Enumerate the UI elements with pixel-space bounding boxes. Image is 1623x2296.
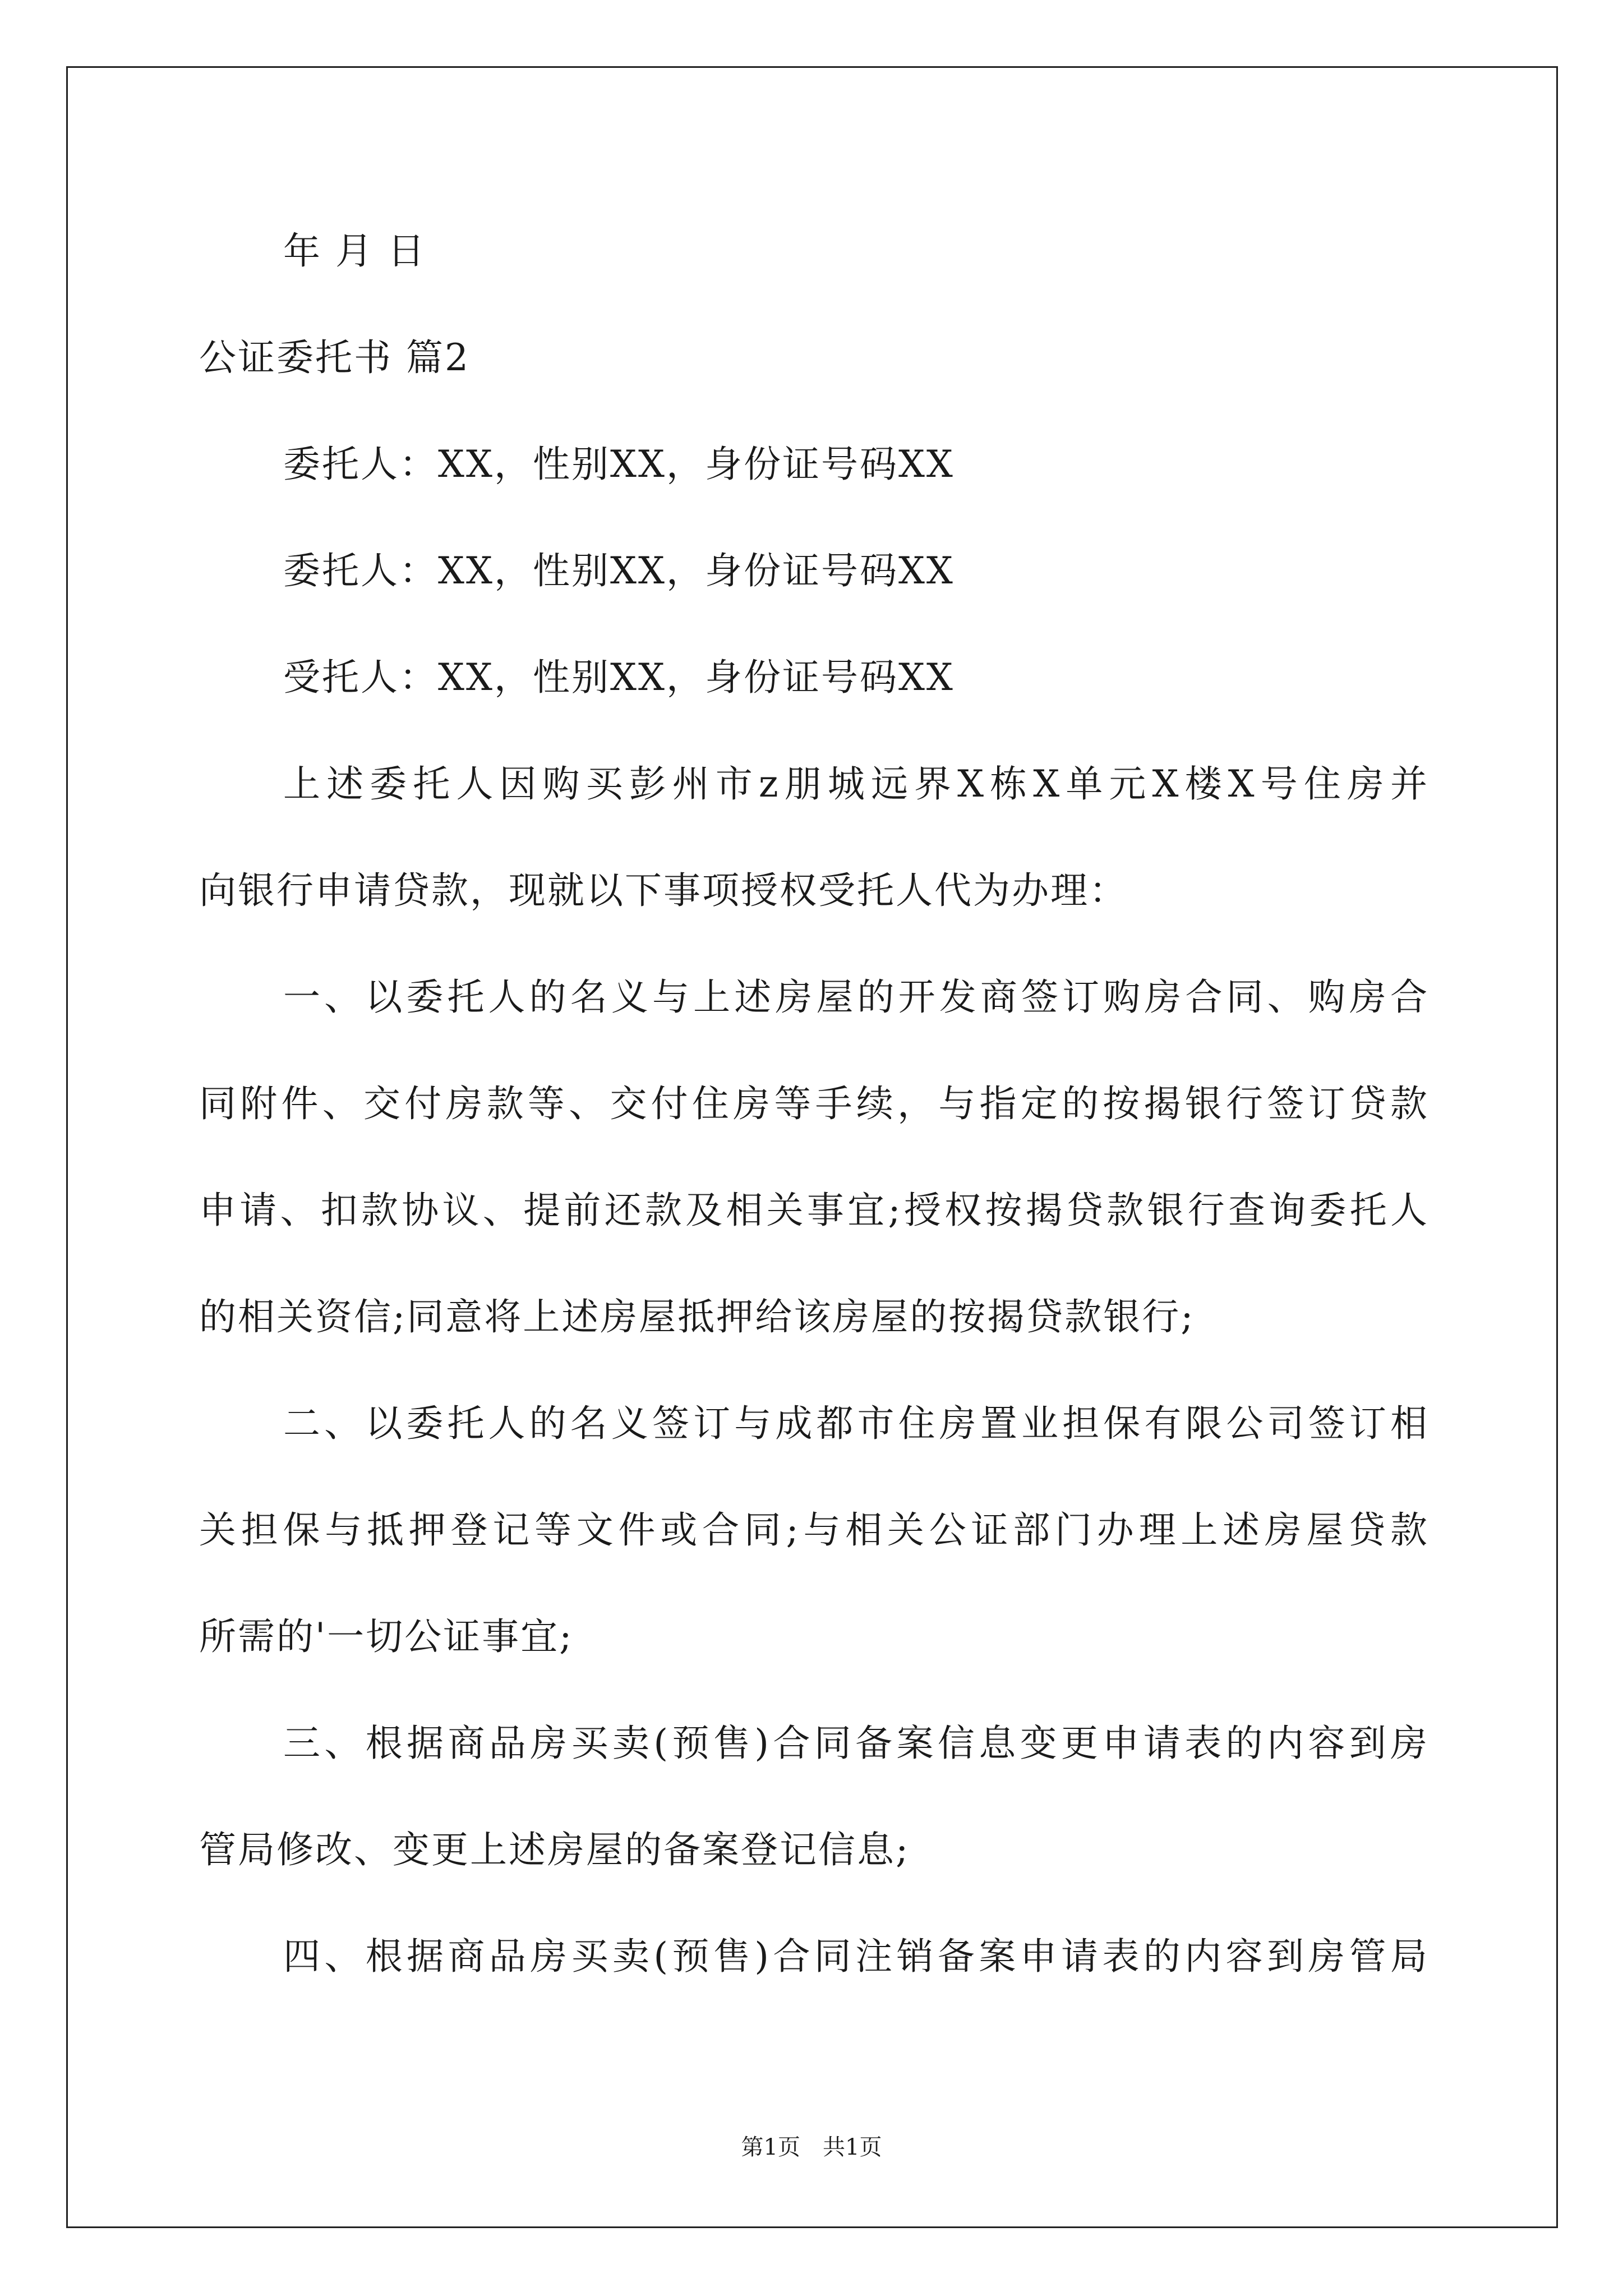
paragraph-line: 关担保与抵押登记等文件或合同;与相关公证部门办理上述房屋贷款: [199, 1508, 1427, 1552]
paragraph-line: 向银行申请贷款，现就以下事项授权受托人代为办理：: [199, 869, 1128, 912]
paragraph-line: 三、根据商品房买卖(预售)合同备案信息变更申请表的内容到房: [283, 1722, 1427, 1765]
section-title: 公证委托书 篇2: [199, 336, 470, 379]
paragraph-line: 所需的'一切公证事宜;: [199, 1615, 574, 1658]
principal-line-2: 委托人：XX，性别XX，身份证号码XX: [283, 549, 955, 592]
page-border: [66, 66, 1558, 2228]
page-number: 第1页 共1页: [741, 2134, 882, 2160]
paragraph-line: 的相关资信;同意将上述房屋抵押给该房屋的按揭贷款银行;: [199, 1295, 1195, 1338]
paragraph-line: 同附件、交付房款等、交付住房等手续，与指定的按揭银行签订贷款: [199, 1082, 1427, 1125]
agent-line: 受托人：XX，性别XX，身份证号码XX: [283, 656, 955, 699]
principal-line-1: 委托人：XX，性别XX，身份证号码XX: [283, 443, 955, 486]
paragraph-line: 管局修改、变更上述房屋的备案登记信息;: [199, 1828, 910, 1871]
paragraph-line: 一、以委托人的名义与上述房屋的开发商签订购房合同、购房合: [283, 976, 1427, 1019]
paragraph-line: 申请、扣款协议、提前还款及相关事宜;授权按揭贷款银行查询委托人: [199, 1189, 1427, 1232]
date-line: 年 月 日: [283, 229, 426, 273]
paragraph-line: 二、以委托人的名义签订与成都市住房置业担保有限公司签订相: [283, 1402, 1427, 1445]
paragraph-line: 上述委托人因购买彭州市z朋城远界X栋X单元X楼X号住房并: [283, 762, 1427, 806]
paragraph-line: 四、根据商品房买卖(预售)合同注销备案申请表的内容到房管局: [283, 1935, 1427, 1978]
